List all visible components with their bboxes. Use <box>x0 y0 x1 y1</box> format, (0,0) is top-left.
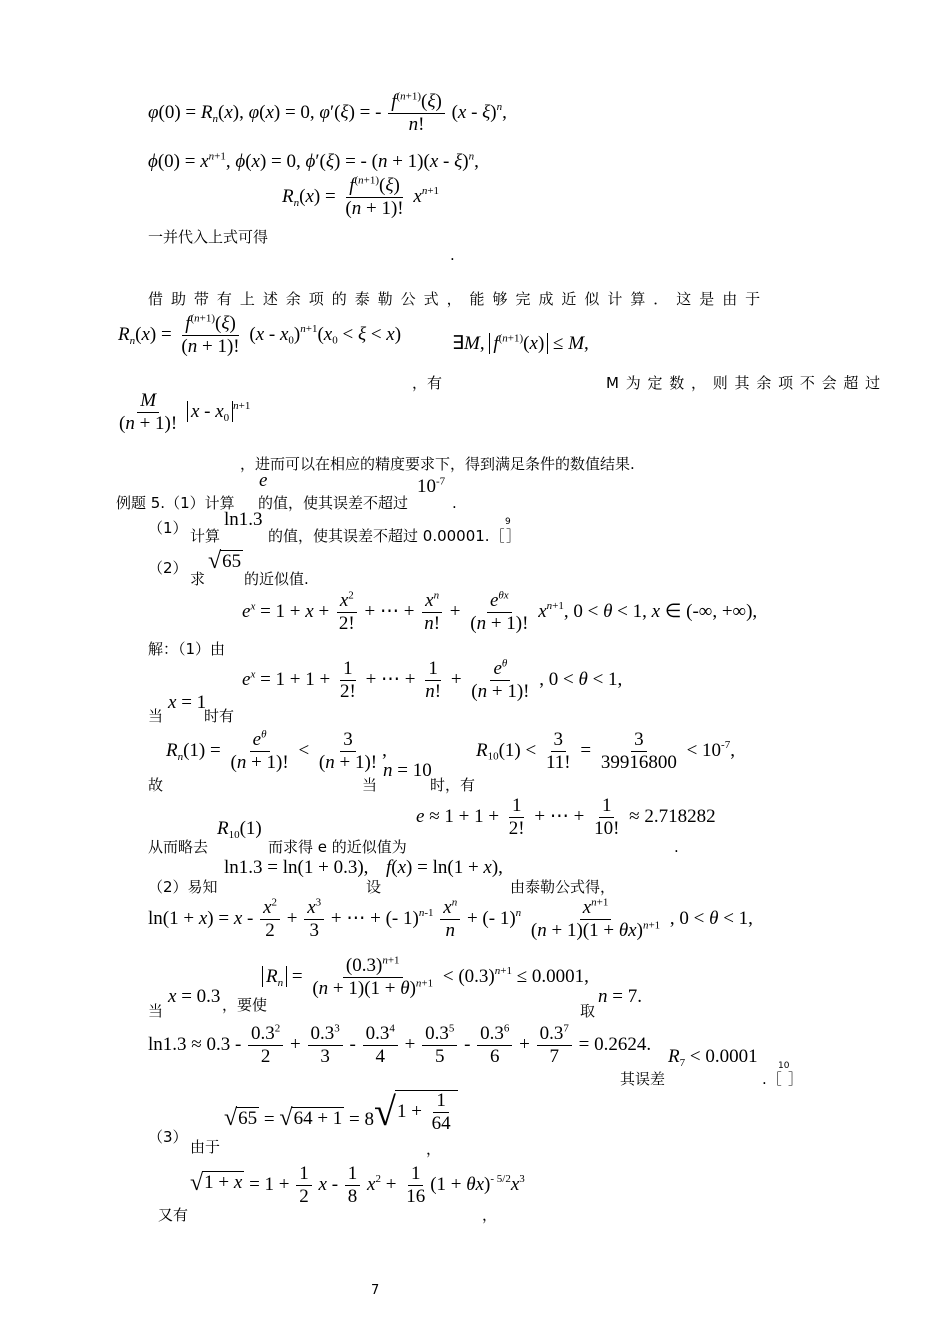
example-dot: . <box>452 494 457 512</box>
text-gu: 故 <box>148 776 164 794</box>
text-drop-dot: . <box>674 838 679 856</box>
text-shi-you2: 时，有 <box>430 776 476 794</box>
text-you: ，有 <box>412 374 443 392</box>
item1-ref: 9 <box>505 517 511 527</box>
example-heading-b: 的值，使其误差不超过 <box>258 494 409 512</box>
formula-tolerance: $10^{-7}$ <box>417 475 446 497</box>
text-when: 当 <box>148 707 164 725</box>
formula-exp-expansion: $e^x = 1 + x$ + $\frac{x^2}{2!}$ + ⋯ + $\frac{x^n}{n!}$ + $\frac{e^{\theta x}}{(n + 1)!}$ $x^{n+1}$, 0 < θ < 1, x ∈ (-∞, +∞), <box>242 589 758 634</box>
text-shi-you: 时有 <box>204 707 235 725</box>
formula-x-eq-03: x = 0.3 <box>168 986 221 1007</box>
formula-e: e <box>259 470 268 491</box>
formula-rn-bound: $R_n$ = $\frac{(0.3)^{n+1}}{(n + 1)(1 + \theta)^{n+1}}$ < $(0.3)^{n+1} \le 0.0001$, <box>262 956 589 999</box>
text-dot: . <box>450 246 455 264</box>
item2-desc: 的近似值. <box>244 570 309 588</box>
text-comma2: ， <box>482 1206 498 1224</box>
text-m-constant: M 为 定 数 ， 则 其 余 项 不 会 超 过 <box>606 374 882 392</box>
formula-phi2-line: $\phi(0) = x^{n+1}$, ϕ(x) = 0, ϕ′(ξ) = - (n + 1)(x - ξ)$^n$, <box>148 150 479 172</box>
formula-remainder-general: $R_n(x)$ = $\frac{f^{(n+1)}(\xi)}{(n + 1)!}$ $(x - x_0)^{n+1}(x_0 < \xi < x)$ <box>118 312 402 357</box>
formula-f-def: f(x) = ln(1 + x), <box>386 857 503 878</box>
formula-sqrt65: √ 65 <box>208 548 242 574</box>
formula-r7: $R_7 < 0.0001$ <box>668 1046 758 1069</box>
formula-n-eq-10: n = 10 <box>383 760 432 781</box>
item1-compute: 计算 <box>190 527 221 545</box>
solution-start: 解：（1）由 <box>148 640 226 658</box>
text-part2: （2）易知 <box>148 878 218 896</box>
ref10-number: 10 <box>778 1061 790 1071</box>
text-precision: ，进而可以在相应的精度要求下，得到满足条件的数值结果. <box>240 455 635 473</box>
formula-rn1: $R_n(1)$ = $\frac{e^\theta}{(n + 1)!}$ < $\frac{3}{(n + 1)!}$ , <box>166 728 387 773</box>
formula-ln13-approx: ln1.3 ≈ 0.3 - $\frac{0.3^2}{2}$ + $\frac{0.3^3}{3}$ - $\frac{0.3^4}{4}$ + $\frac{0.3^5}{5}$ - $\frac{0.3^6}{6}$ + $\frac{0.3^7}{7}$ = 0.2624. <box>148 1022 652 1067</box>
formula-ln-expansion: ln(1 + x) = x - $\frac{x^2}{2}$ + $\frac{x^3}{3}$ + ⋯ + (- 1)$^{n-1}$ $\frac{x^n}{n}$ + (- 1)$^n$ $\frac{x^{n+1}}{(n + 1)(1 + \theta x)^{n+1}}$ , 0 < θ < 1, <box>148 896 753 941</box>
formula-phi-line: $\varphi(0) = R_n(x)$, φ(x) = 0, φ′(ξ) = - $\frac{f^{(n+1)}(\xi)}{n!}$ (x - ξ)$^n$, <box>148 90 507 135</box>
item2-find: 求 <box>190 570 206 588</box>
text-qu: 取 <box>580 1002 596 1020</box>
example-heading: 例题 5.（1）计算 <box>116 494 235 512</box>
part3-number: （3） <box>148 1128 188 1146</box>
text-error: 其误差 <box>620 1070 666 1088</box>
formula-n-eq-7: n = 7. <box>598 986 642 1007</box>
text-taylor-gives: 由泰勒公式得， <box>510 878 616 896</box>
text-comma1: ， <box>426 1140 442 1158</box>
item1-close: ］ <box>506 527 522 545</box>
formula-bound-m: ∃M, $f^{(n+1)}(x) \le M$, <box>452 332 589 354</box>
formula-r10-drop: $R_{10}(1)$ <box>217 818 262 841</box>
item1-number: （1） <box>148 519 188 537</box>
ref10-open: .［ <box>762 1070 782 1088</box>
text-she: 设 <box>366 878 382 896</box>
formula-sqrt-expansion: √ 1 + x = 1 + $\frac{1}{2}$ x - $\frac{1}{8}$ $x^2$ + $\frac{1}{16}$ $(1 + \theta x)^{- 5/2}x^3$ <box>190 1163 525 1207</box>
formula-ln13-def: ln1.3 = ln(1 + 0.3), <box>224 857 369 878</box>
formula-remainder: $R_n(x)$ = $\frac{f^{(n+1)}(\xi)}{(n + 1)!}$ $x^{n+1}$ <box>282 174 440 219</box>
item1-desc: 的值，使其误差不超过 0.00001.［ <box>268 527 505 545</box>
text-approx-e: 而求得 e 的近似值为 <box>268 838 407 856</box>
text-drop: 从而略去 <box>148 838 209 856</box>
formula-ln13: ln1.3 <box>224 509 263 530</box>
formula-x-eq-1: x = 1 <box>168 692 207 713</box>
item2-number: （2） <box>148 559 188 577</box>
text-also: 又有 <box>158 1206 189 1224</box>
page-number: 7 <box>371 1283 380 1298</box>
text-substitute: 一并代入上式可得 <box>148 228 269 246</box>
formula-error-bound: $\frac{M}{(n + 1)!}$ x - $x_0^{n+1}$ <box>119 390 251 434</box>
text-dang2: 当 <box>362 776 378 794</box>
text-since: 由于 <box>190 1138 221 1156</box>
text-yaoshi: ，要使 <box>222 996 268 1014</box>
formula-e-approx: e ≈ 1 + 1 + $\frac{1}{2!}$ + ⋯ + $\frac{1}{10!}$ ≈ 2.718282 <box>416 795 716 839</box>
formula-sqrt65-expand: √ 65 = √ 64 + 1 = 8 √ 1 + $\frac{1}{64}$ <box>224 1090 458 1134</box>
formula-e-expansion: $e^x = 1 + 1$ + $\frac{1}{2!}$ + ⋯ + $\frac{1}{n!}$ + $\frac{e^\theta}{(n + 1)!}$ , 0 < θ < 1, <box>242 657 623 702</box>
formula-r10: $R_{10}(1)$ < $\frac{3}{11!}$ = $\frac{3}{39916800}$ < $10^{-7}$, <box>476 729 735 773</box>
paragraph-taylor: 借 助 带 有 上 述 余 项 的 泰 勒 公 式 ， 能 够 完 成 近 似 计 算 ． 这 是 由 于 <box>148 290 762 308</box>
text-dang3: 当 <box>148 1002 164 1020</box>
ref10-close: ］ <box>788 1070 804 1088</box>
